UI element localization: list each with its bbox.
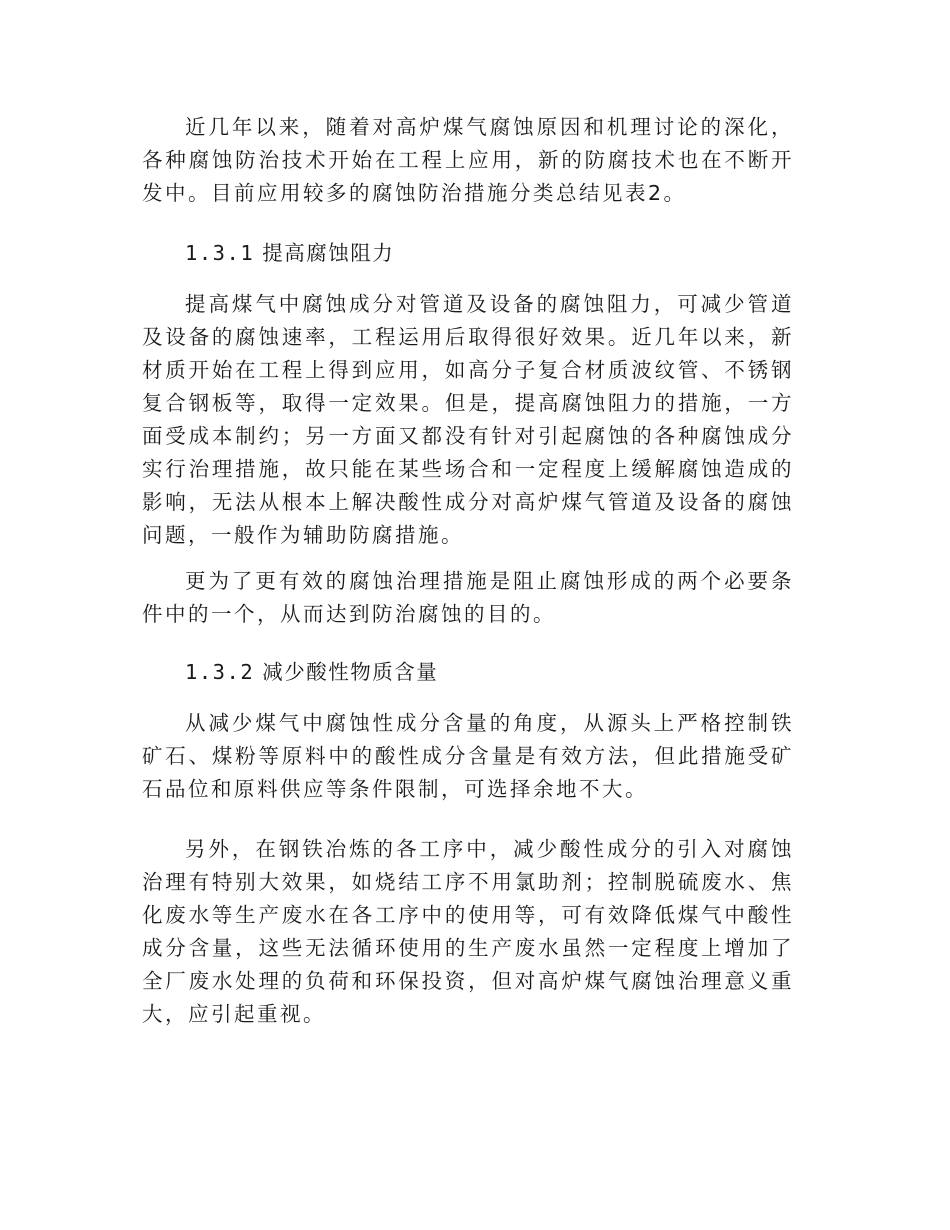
- section-heading-1-3-1: [142, 237, 837, 270]
- section-heading-1-3-2: [142, 656, 837, 689]
- section-title: 减少酸性物质含量: [262, 660, 439, 684]
- paragraph-intro: 近几年以来，随着对高炉煤气腐蚀原因和机理讨论的深化，各种腐蚀防治技术开始在工程上应用，新的防腐技术也在不断开发中。目前应用较多的腐蚀防治措施分类总结见表2。: [142, 115, 794, 205]
- section-number: 1.3.2: [185, 660, 255, 684]
- paragraph-corrosion-resistance: 提高煤气中腐蚀成分对管道及设备的腐蚀阻力，可减少管道及设备的腐蚀速率，工程运用后取得很好效果。近几年以来，新材质开始在工程上得到应用，如高分子复合材质波纹管、不锈钢复合钢板等，取得一定效果。但是，提高腐蚀阻力的措施，一方面受成本制约；另一方面又都没有针对引起腐蚀的各种腐蚀成分实行治理措施，故只能在某些场合和一定程度上缓解腐蚀造成的影响，无法从根本上解决酸性成分对高炉煤气管道及设备的腐蚀问题，一般作为辅助防腐措施。: [142, 292, 794, 547]
- section-title: 提高腐蚀阻力: [262, 241, 395, 265]
- section-number: 1.3.1: [185, 241, 255, 265]
- paragraph-process-measures: 另外，在钢铁冶炼的各工序中，减少酸性成分的引入对腐蚀治理有特别大效果，如烧结工序不用氯助剂；控制脱硫废水、焦化废水等生产废水在各工序中的使用等，可有效降低煤气中酸性成分含量，这些无法循环使用的生产废水虽然一定程度上增加了全厂废水处理的负荷和环保投资，但对高炉煤气腐蚀治理意义重大，应引起重视。: [142, 837, 794, 1026]
- paragraph-effective-treatment: 更为了更有效的腐蚀治理措施是阻止腐蚀形成的两个必要条件中的一个，从而达到防治腐蚀的目的。: [142, 569, 794, 626]
- paragraph-reduce-acid-source: 从减少煤气中腐蚀性成分含量的角度，从源头上严格控制铁矿石、煤粉等原料中的酸性成分含量是有效方法，但此措施受矿石品位和原料供应等条件限制，可选择余地不大。: [142, 711, 794, 801]
